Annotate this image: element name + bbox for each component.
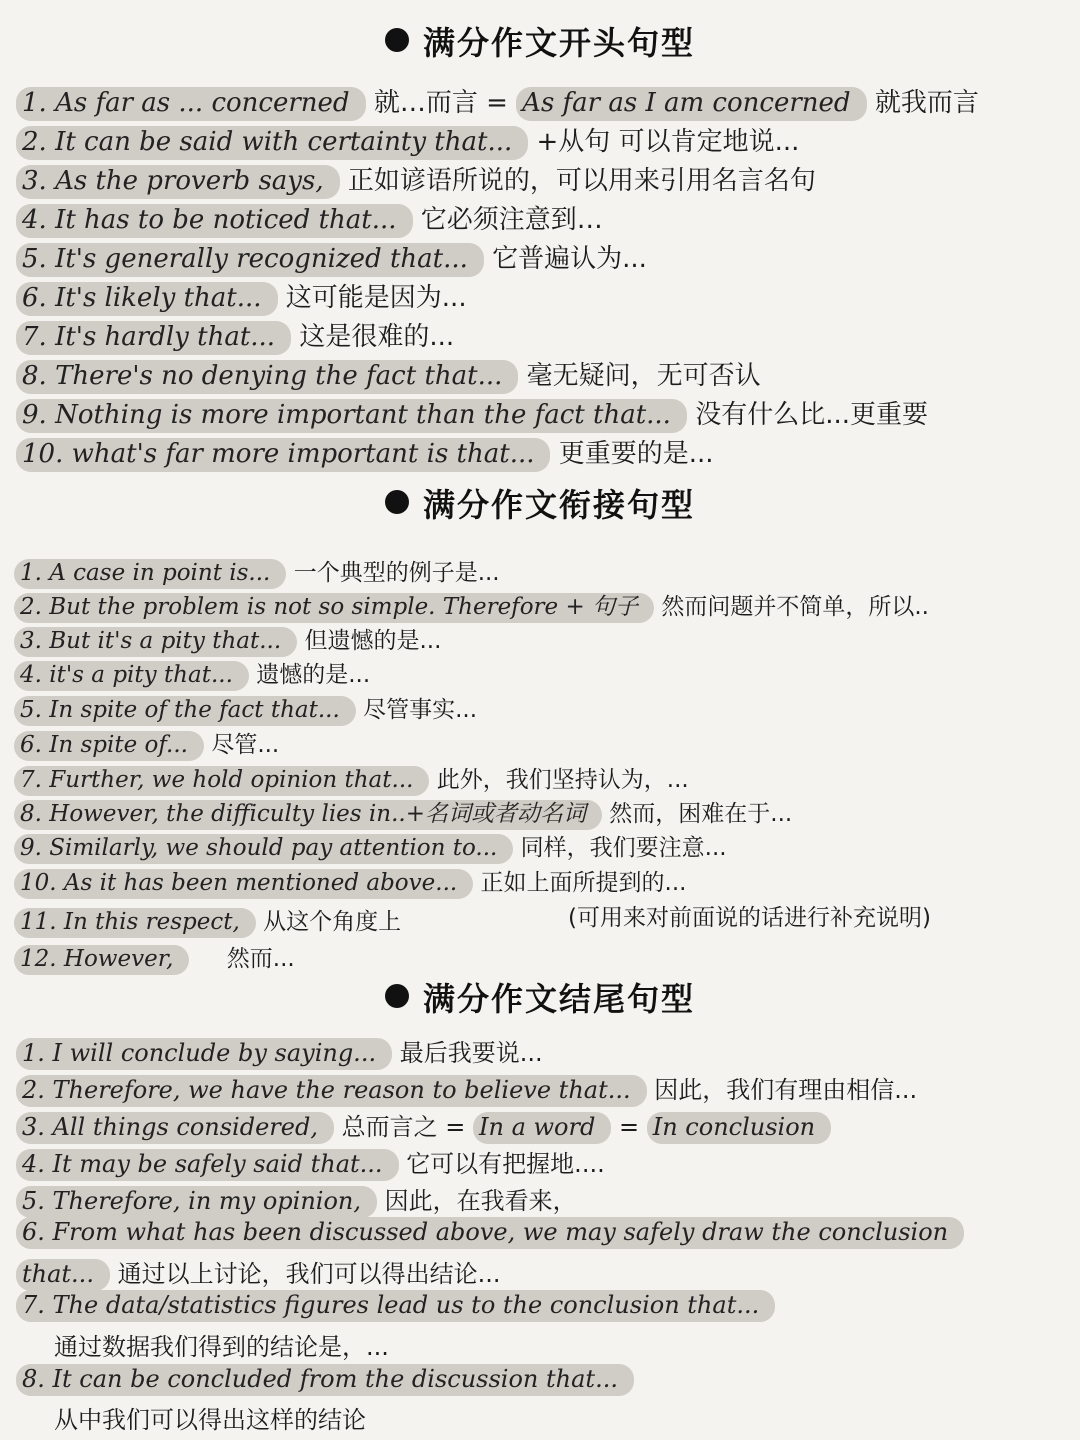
sentence-item [16,121,799,158]
sentence-english: 5. It's generally recognized that... [16,243,484,277]
sentence-chinese: 同样，我们要注意... [520,835,727,861]
sentence-chinese: 没有什么比...更重要 [695,400,928,430]
sentence-chinese: 正如上面所提到的... [480,870,687,896]
sentence-item [14,588,929,621]
sentence-chinese: 因此，我们有理由相信... [654,1076,918,1104]
sentence-english: 12. However, [14,945,189,975]
sentence-chinese: 这可能是因为... [285,283,467,313]
equals-sign: = [486,88,517,118]
sentence-english: 4. It may be safely said that... [16,1149,399,1181]
sentence-chinese: 尽管... [211,732,280,758]
sentence-item [16,1144,605,1179]
sentence-chinese: 就…而言 [373,88,478,118]
sentence-item [16,1365,634,1393]
equals-sign: = [618,1113,647,1141]
bullet-icon [385,28,409,52]
sentence-english: 5. In spite of the fact that... [14,696,356,726]
sentence-chinese: 这是很难的... [299,322,455,352]
sentence-english: 6. In spite of... [14,731,204,761]
section-heading-closing: 满分作文结尾句型 [0,974,1080,1020]
sentence-item [16,82,979,119]
bullet-icon [385,490,409,514]
sentence-chinese: 更重要的是... [558,439,714,469]
sentence-note: (可用来对前面说的话进行补充说明) [568,905,931,931]
sentence-english: 6. It's likely that... [16,282,278,316]
sentence-item [16,277,467,314]
sentence-chinese: 通过数据我们得到的结论是，... [54,1333,389,1361]
sentence-english: 6. From what has been discussed above, we may safely draw the conclusion [16,1217,964,1249]
sentence-english: 2. But the problem is not so simple. Therefore + 句子 [14,593,654,623]
sentence-english: 10. what's far more important is that... [16,438,550,472]
sentence-chinese: 它普遍认为... [492,244,647,274]
sentence-chinese-line [54,1327,389,1362]
sentence-item [16,355,761,392]
sentence-english: 1. As far as ... concerned [16,87,366,121]
sentence-english: 8. However, the difficulty lies in..+名词或者动名词 [14,800,602,830]
sentence-english: 8. There's no denying the fact that... [16,360,518,394]
sentence-item [16,1107,831,1142]
sentence-item [16,1033,543,1068]
section-heading-opening: 满分作文开头句型 [0,18,1080,64]
sentence-item [14,829,727,862]
sentence-chinese: 正如谚语所说的，可以用来引用名言名句 [347,166,816,196]
sentence-english: 4. It has to be noticed that... [16,204,413,238]
sentence-item [14,795,792,828]
sentence-item [14,554,500,587]
sentence-english: 5. Therefore, in my opinion, [16,1186,377,1218]
sentence-english: 3. As the proverb says, [16,165,340,199]
sentence-english: 3. All things considered, [16,1112,334,1144]
sentence-item [14,903,401,936]
equals-sign: = [445,1113,473,1141]
sentence-english: 2. Therefore, we have the reason to believe that... [16,1075,647,1107]
sentence-item [14,864,686,897]
sentence-english-alt: In a word [473,1112,611,1144]
sentence-item [16,1218,964,1246]
sentence-english: 9. Similarly, we should pay attention to... [14,834,513,864]
sentence-item [14,622,441,655]
sentence-english: 4. it's a pity that... [14,661,249,691]
sentence-english: 2. It can be said with certainty that... [16,126,528,160]
sentence-chinese: 因此，在我看来， [384,1187,577,1215]
sentence-item [16,238,647,275]
sentence-chinese: 毫无疑问，无可否认 [526,361,761,391]
sentence-english-alt: In conclusion [647,1112,831,1144]
sentence-english: 8. It can be concluded from the discussion that... [16,1364,634,1396]
sentence-english-alt: As far as I am concerned [516,87,866,121]
sentence-chinese: 从中我们可以得出这样的结论 [54,1406,366,1434]
sentence-english: 7. Further, we hold opinion that... [14,766,429,796]
sentence-item [16,1181,577,1216]
sentence-item [16,199,603,236]
sentence-item [14,940,295,973]
sentence-english: 1. A case in point is... [14,559,286,589]
sentence-chinese: 通过以上讨论，我们可以得出结论... [117,1260,501,1288]
bullet-icon [385,984,409,1008]
sentence-chinese: 尽管事实... [363,697,478,723]
sentence-chinese: 但遗憾的是... [304,628,442,654]
sentence-item [14,656,370,689]
sentence-item [16,316,454,353]
sentence-english: 7. It's hardly that... [16,321,291,355]
sentence-item-cont [16,1254,500,1289]
sentence-item [16,1070,917,1105]
sentence-chinese: 它可以有把握地.... [406,1150,605,1178]
sentence-item [16,160,816,197]
sentence-item [16,1291,775,1319]
sentence-chinese-line [54,1400,366,1435]
sentence-chinese: 它必须注意到… [420,205,603,235]
sentence-english: 10. As it has been mentioned above... [14,869,473,899]
sentence-english: 7. The data/statistics figures lead us to the conclusion that... [16,1290,775,1322]
sentence-english-cont: that... [16,1259,110,1291]
sentence-chinese: 从这个角度上 [263,909,402,935]
sentence-english: 11. In this respect, [14,908,256,938]
sentence-english: 3. But it's a pity that... [14,627,297,657]
sentence-chinese: 此外，我们坚持认为，... [436,767,689,793]
section-heading-transition: 满分作文衔接句型 [0,480,1080,526]
sentence-chinese: 然而，困难在于... [609,801,793,827]
sentence-item [16,433,714,470]
sentence-chinese: 遗憾的是... [256,662,371,688]
sentence-chinese: +从句 可以肯定地说... [536,127,800,157]
sentence-item [14,726,279,759]
sentence-chinese-alt: 就我而言 [874,88,979,118]
sentence-chinese: 然而问题并不简单，所以.. [661,594,929,620]
sentence-item [16,394,928,431]
sentence-chinese: 最后我要说... [399,1039,543,1067]
sentence-item [14,761,689,794]
sentence-chinese: 然而... [226,946,295,972]
sentence-english: 1. I will conclude by saying... [16,1038,392,1070]
sentence-chinese: 总而言之 [341,1113,438,1141]
sentence-item [14,691,477,724]
sentence-english: 9. Nothing is more important than the fact that... [16,399,687,433]
sentence-chinese: 一个典型的例子是... [293,560,500,586]
